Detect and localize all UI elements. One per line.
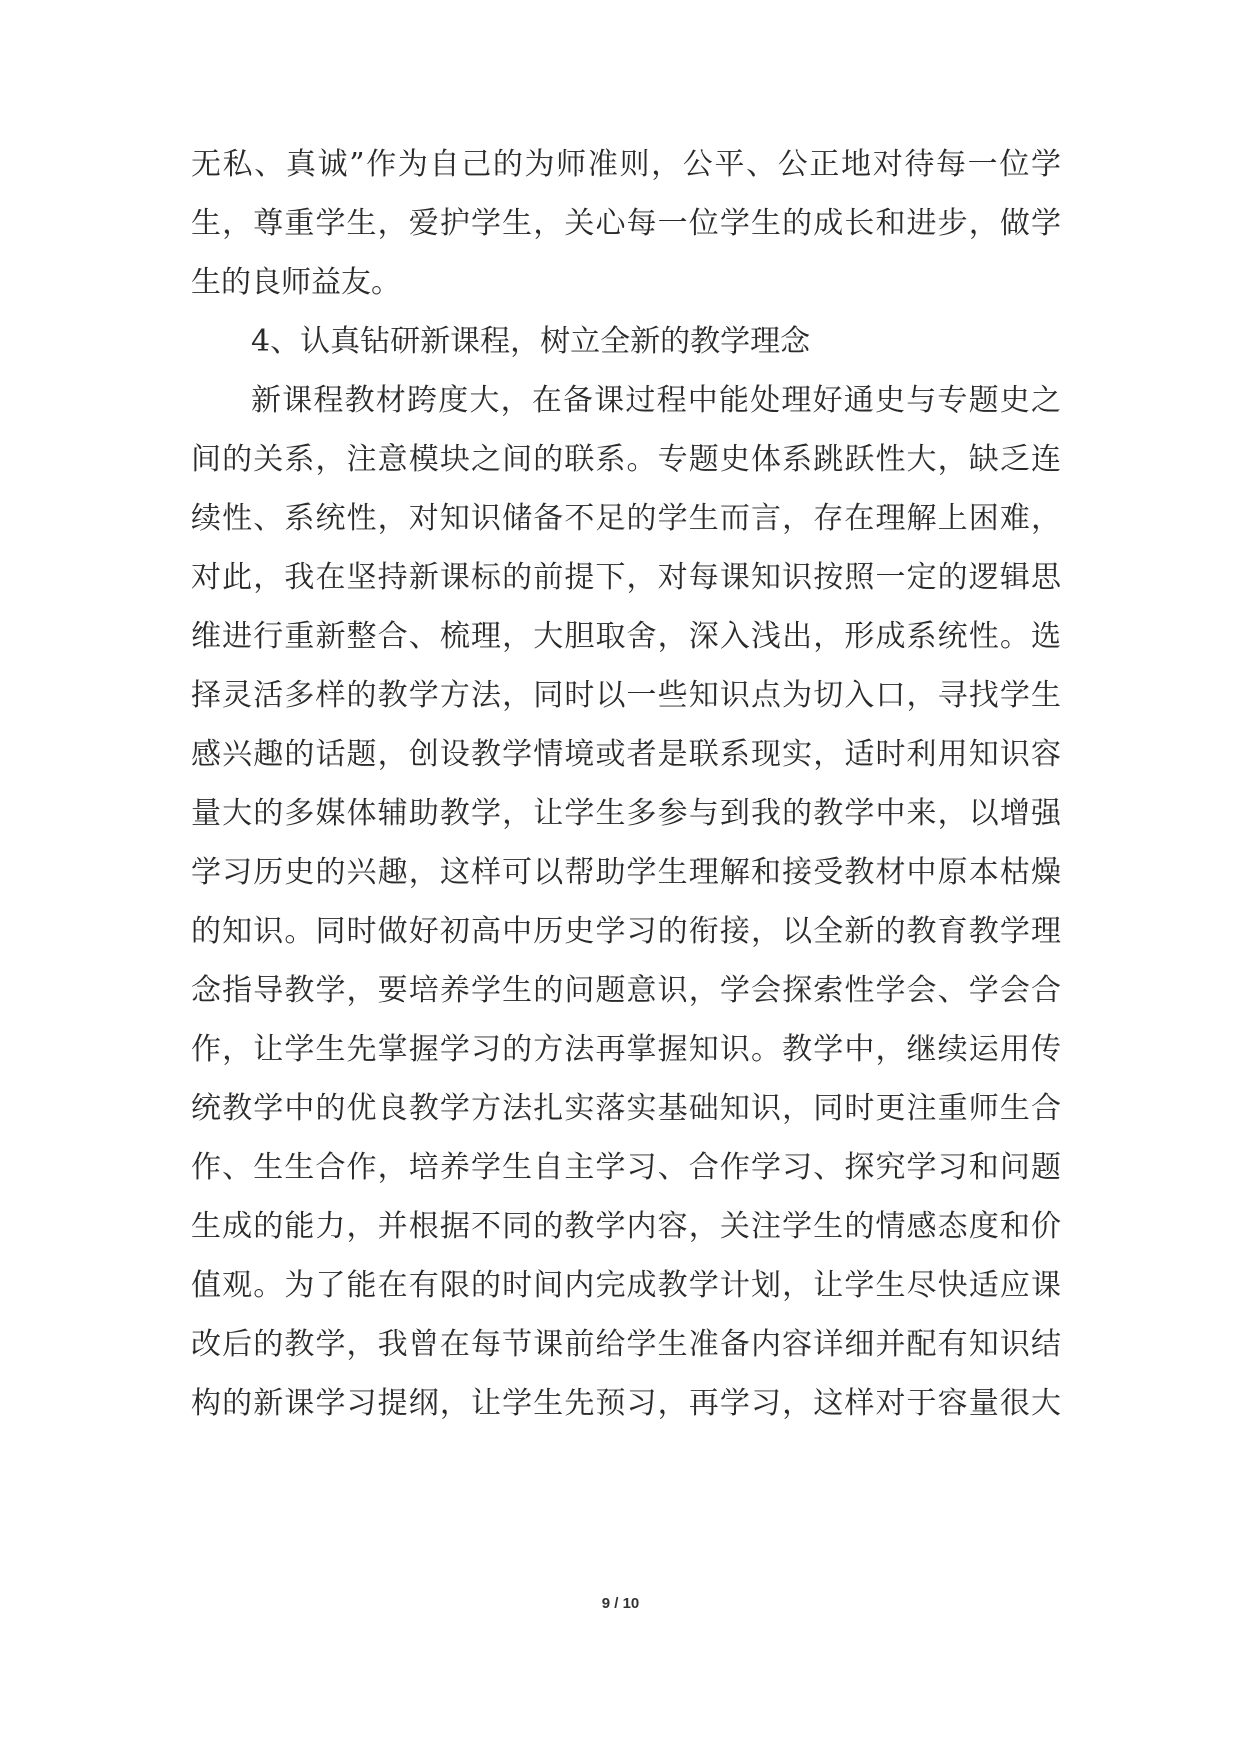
body-text-line: 念指导教学，要培养学生的问题意识，学会探索性学会、学会合 (191, 973, 1061, 1008)
body-text-line: 作、生生合作，培养学生自主学习、合作学习、探究学习和问题 (191, 1150, 1061, 1185)
body-text-line: 生，尊重学生，爱护学生，关心每一位学生的成长和进步，做学 (191, 206, 1061, 241)
body-text-line: 值观。为了能在有限的时间内完成教学计划，让学生尽快适应课 (191, 1268, 1061, 1303)
body-text-line: 感兴趣的话题，创设教学情境或者是联系现实，适时利用知识容 (191, 737, 1061, 772)
body-text-line: 生成的能力，并根据不同的教学内容，关注学生的情感态度和价 (191, 1209, 1061, 1244)
body-text-line: 量大的多媒体辅助教学，让学生多参与到我的教学中来，以增强 (191, 796, 1061, 831)
body-text-line: 对此，我在坚持新课标的前提下，对每课知识按照一定的逻辑思 (191, 560, 1061, 595)
body-text-line: 续性、系统性，对知识储备不足的学生而言，存在理解上困难， (191, 501, 1061, 536)
body-text-line: 间的关系，注意模块之间的联系。专题史体系跳跃性大，缺乏连 (191, 442, 1061, 477)
body-text-line: 生的良师益友。 (191, 265, 401, 300)
page-number: 9 / 10 (601, 1595, 640, 1612)
body-text-line: 的知识。同时做好初高中历史学习的衔接，以全新的教育教学理 (191, 914, 1061, 949)
body-text-line: 改后的教学，我曾在每节课前给学生准备内容详细并配有知识结 (191, 1327, 1061, 1362)
body-text-line: 学习历史的兴趣，这样可以帮助学生理解和接受教材中原本枯燥 (191, 855, 1061, 890)
body-text-line: 构的新课学习提纲，让学生先预习，再学习，这样对于容量很大 (191, 1386, 1061, 1421)
body-text-line: 统教学中的优良教学方法扎实落实基础知识，同时更注重师生合 (191, 1091, 1061, 1126)
body-text-line: 择灵活多样的教学方法，同时以一些知识点为切入口，寻找学生 (191, 678, 1061, 713)
body-text-line: 无私、真诚”作为自己的为师准则，公平、公正地对待每一位学 (191, 147, 1061, 182)
body-text-line: 作，让学生先掌握学习的方法再掌握知识。教学中，继续运用传 (191, 1032, 1061, 1067)
section-heading: 4、认真钻研新课程，树立全新的教学理念 (251, 324, 811, 359)
body-text-line: 新课程教材跨度大，在备课过程中能处理好通史与专题史之 (251, 383, 1061, 418)
body-text-line: 维进行重新整合、梳理，大胆取舍，深入浅出，形成系统性。选 (191, 619, 1061, 654)
